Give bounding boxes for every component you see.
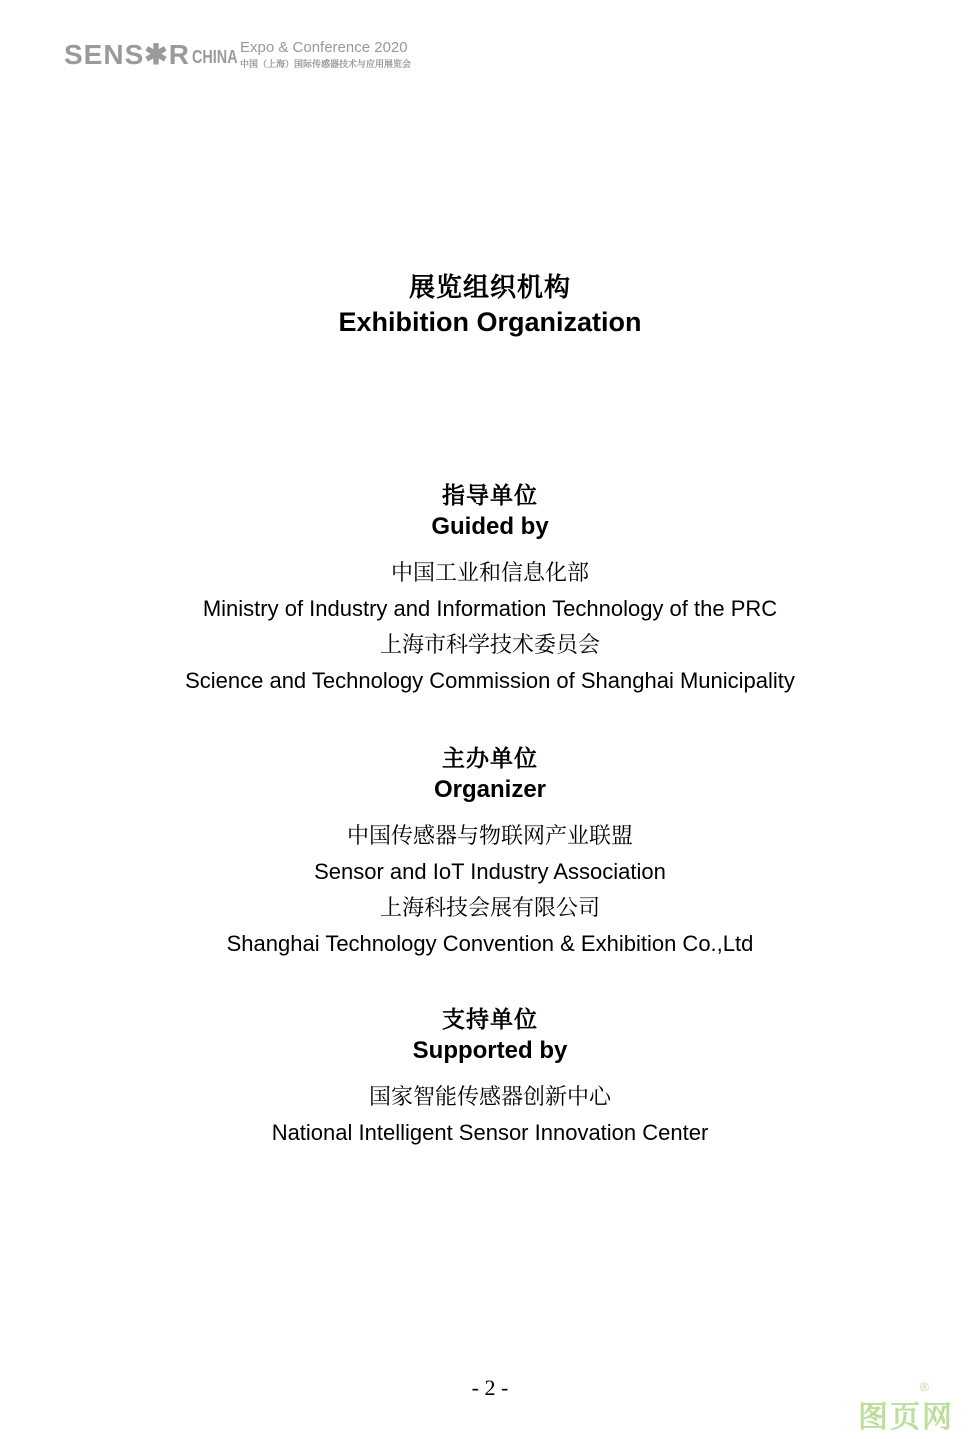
organization-name: Ministry of Industry and Information Technology of the PRC	[202, 596, 778, 621]
organization-name: 中国工业和信息化部	[390, 560, 589, 585]
organization-name: Science and Technology Commission of Shanghai Municipality	[185, 668, 795, 693]
section-heading-zh: 主办单位	[442, 745, 538, 771]
section-organizer	[0, 742, 980, 962]
page-title-en: Exhibition Organization	[338, 307, 642, 337]
page-title-zh: 展览组织机构	[408, 272, 571, 302]
section-heading-zh: 指导单位	[442, 482, 538, 508]
organization-name: National Intelligent Sensor Innovation Center	[271, 1120, 709, 1145]
organization-name: 上海科技会展有限公司	[379, 895, 600, 920]
page-title	[0, 270, 980, 340]
section-heading-en: Guided by	[431, 513, 549, 540]
section-heading-en: Supported by	[412, 1037, 568, 1064]
organization-name: 中国传感器与物联网产业联盟	[346, 823, 633, 848]
page-number: - 2 -	[471, 1375, 509, 1400]
expo-subtitle: 中国（上海）国际传感器技术与应用展览会	[240, 59, 412, 69]
expo-title: Expo & Conference 2020	[240, 39, 408, 56]
section-heading-en: Organizer	[433, 776, 547, 803]
section-supported-by	[0, 1003, 980, 1151]
watermark-logo: 图页网	[858, 1401, 954, 1434]
logo-china-text: CHINA	[192, 47, 238, 67]
section-guided-by	[0, 479, 980, 699]
organization-name: Sensor and IoT Industry Association	[314, 859, 666, 884]
organization-name: 上海市科学技术委员会	[379, 632, 600, 657]
sensor-china-logo: SENS✱R	[64, 39, 190, 70]
registered-mark: ®	[920, 1380, 929, 1394]
organization-name: 国家智能传感器创新中心	[368, 1084, 611, 1109]
section-heading-zh: 支持单位	[442, 1006, 538, 1032]
organization-name: Shanghai Technology Convention & Exhibition Co.,Ltd	[226, 931, 754, 956]
